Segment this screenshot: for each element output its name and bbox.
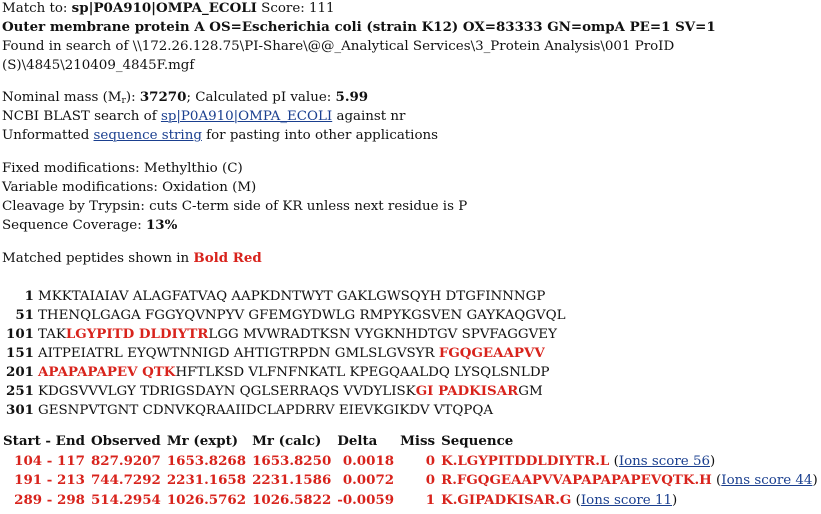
cell-observed: 744.7292: [90, 472, 161, 488]
nominal-mass-label: Nominal mass (M: [2, 90, 122, 105]
score-value: 111: [309, 1, 335, 16]
sequence-row: [6, 382, 543, 401]
residues: LGG MVWRADTKSN VYGKNHDTGV SPVFAGGVEY: [208, 327, 557, 342]
residues: KDGSVVVLGY TDRIGSDAYN QGLSERRAQS VVDYLISK: [38, 384, 416, 399]
cell-miss: 1: [425, 491, 436, 508]
matched-peptides-note: [2, 249, 262, 268]
cleavage-rule: Cleavage by Trypsin: cuts C-term side of KR unless next residue is P: [2, 199, 468, 214]
ions-score-link[interactable]: Ions score 11: [580, 492, 673, 508]
blast-line: [2, 107, 405, 126]
matched-residues: LGYPITD DLDIYTR: [65, 326, 209, 342]
sequence-row-number: 251: [6, 383, 34, 399]
found-in-path-line2: (S)\4845\210409_4845F.mgf: [2, 58, 195, 73]
sequence-row: [6, 306, 565, 325]
nominal-mass-value: 37270: [139, 89, 187, 105]
cell-peptide-sequence: [438, 471, 821, 491]
residues: AITPEIATRL EYQWTNNIGD AHTIGTRPDN GMLSLGVSYR: [38, 346, 439, 361]
residues: GESNPVTGNT CDNVKQRAAIIDCLAPDRRV EIEVKGIKDV VTQPQA: [38, 403, 493, 418]
ions-paren-close: ): [812, 473, 818, 488]
cell-mr-expt: 1653.8268: [166, 452, 247, 469]
peptide-sequence-text: R.FGQGEAAPVVAPAPAPAPEVQTK.H: [441, 472, 712, 488]
unformatted-suffix: for pasting into other applications: [201, 128, 439, 143]
match-prefix: Match to:: [2, 1, 72, 16]
residues: HFTLKSD VLFNFNKATL KPEGQAALDQ LYSQLSNLDP: [175, 365, 550, 380]
cell-observed: 514.2954: [90, 491, 161, 508]
sequence-coverage: [2, 216, 177, 235]
blast-prefix: NCBI BLAST search of: [2, 109, 161, 124]
match-line: [2, 0, 335, 18]
col-miss: Miss: [400, 433, 436, 449]
peptide-table: [0, 432, 821, 510]
matched-residues: GI PADKISAR: [415, 383, 519, 399]
sequence-row: [6, 344, 545, 363]
ions-paren-open: (: [711, 473, 722, 488]
sequence-row: [6, 363, 550, 382]
col-delta: Delta: [337, 433, 378, 449]
cell-mr-calc: 1653.8250: [252, 452, 332, 469]
cell-mr-expt: 1026.5762: [166, 491, 247, 508]
cell-delta: -0.0059: [337, 491, 395, 508]
matched-highlight: Bold Red: [193, 250, 262, 266]
ions-paren-open: (: [571, 492, 581, 508]
cell-delta: 0.0018: [342, 452, 395, 469]
cell-start-end: 104 - 117: [14, 452, 85, 469]
cell-start-end: 191 - 213: [14, 472, 85, 488]
sequence-row-number: 151: [6, 345, 34, 361]
sequence-row-number: 201: [6, 364, 34, 380]
blast-suffix: against nr: [332, 109, 406, 124]
peptide-table-header: [0, 432, 821, 452]
cell-delta: 0.0072: [342, 472, 395, 488]
cell-observed: 827.9207: [90, 452, 161, 469]
match-id: sp|P0A910|OMPA_ECOLI: [71, 0, 257, 16]
col-start-end: Start - End: [3, 433, 85, 449]
cell-mr-calc: 2231.1586: [252, 472, 332, 488]
col-observed: Observed: [90, 433, 161, 449]
sequence-row-number: 51: [15, 307, 34, 323]
ions-paren-open: (: [609, 453, 619, 469]
score-label: Score:: [256, 1, 310, 16]
nominal-mass-subscript: r: [121, 96, 126, 106]
unformatted-prefix: Unformatted: [2, 128, 94, 143]
table-row: [0, 452, 821, 472]
sequence-row-number: 301: [6, 402, 34, 418]
matched-prefix: Matched peptides shown in: [2, 251, 194, 266]
pi-value: 5.99: [335, 89, 369, 105]
coverage-value: 13%: [145, 217, 178, 233]
blast-link[interactable]: sp|P0A910|OMPA_ECOLI: [160, 109, 333, 124]
matched-residues: APAPAPAPEV QTK: [38, 364, 176, 380]
variable-modifications: Variable modifications: Oxidation (M): [2, 180, 257, 195]
matched-residues: FGQGEAAPVV: [438, 345, 545, 361]
peptide-sequence-text: K.GIPADKISAR.G: [441, 491, 572, 508]
cell-peptide-sequence: [438, 491, 821, 511]
residues: MKKTAIAIAV ALAGFATVAQ AAPKDNTWYT GAKLGWSQYH DTGFINNNGP: [38, 289, 546, 304]
ions-paren-close: ): [672, 492, 678, 508]
cell-peptide-sequence: [438, 452, 821, 472]
sequence-row-number: 101: [6, 326, 34, 342]
sequence-string-link[interactable]: sequence string: [93, 128, 202, 143]
cell-mr-expt: 2231.1658: [166, 472, 247, 488]
col-sequence: Sequence: [441, 433, 514, 449]
fixed-modifications: Fixed modifications: Methylthio (C): [2, 161, 243, 176]
cell-mr-calc: 1026.5822: [252, 491, 332, 508]
cell-miss: 0: [425, 472, 436, 488]
unformatted-line: [2, 126, 438, 145]
cell-start-end: 289 - 298: [14, 491, 85, 508]
sequence-row: [6, 401, 493, 420]
pi-label: ; Calculated pI value:: [186, 90, 336, 105]
ions-paren-close: ): [710, 453, 716, 469]
table-row: [0, 471, 821, 491]
residues: TAK: [38, 327, 66, 342]
peptide-sequence-text: K.LGYPITDDLDIYTR.L: [441, 452, 610, 469]
cell-miss: 0: [425, 452, 436, 469]
coverage-label: Sequence Coverage:: [2, 218, 146, 233]
protein-description: Outer membrane protein A OS=Escherichia coli (strain K12) OX=83333 GN=ompA PE=1 SV=1: [2, 19, 716, 35]
ions-score-link[interactable]: Ions score 44: [721, 473, 813, 488]
found-in-path-line1: Found in search of \\172.26.128.75\PI-Share\@@_Analytical Services\3_Protein Analysis\001 ProID: [2, 39, 675, 54]
sequence-row: [6, 325, 557, 344]
table-row: [0, 491, 821, 511]
residues: GM: [518, 384, 543, 399]
residues: THENQLGAGA FGGYQVNPYV GFEMGYDWLG RMPYKGSVEN GAYKAQGVQL: [38, 308, 566, 323]
nominal-mass-colon: ):: [125, 90, 140, 105]
col-mr-calc: Mr (calc): [252, 433, 322, 449]
sequence-row-number: 1: [24, 288, 34, 304]
sequence-row: [6, 287, 545, 306]
ions-score-link[interactable]: Ions score 56: [618, 453, 710, 469]
col-mr-expt: Mr (expt): [166, 433, 239, 449]
